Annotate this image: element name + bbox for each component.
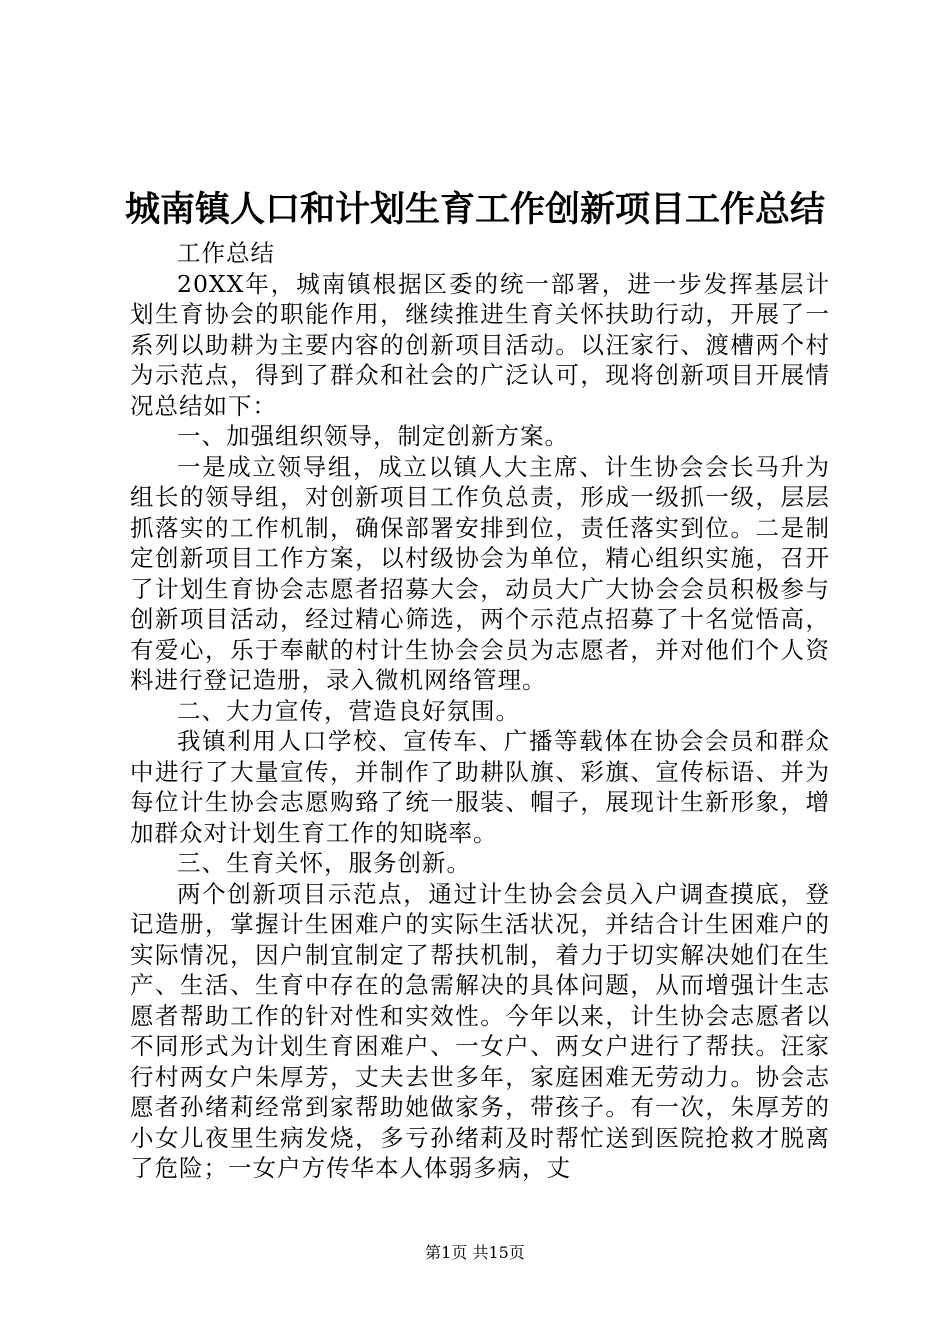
page-footer (0, 1243, 950, 1263)
document-title: 城南镇人口和计划生育工作创新项目工作总结 (124, 189, 825, 230)
paragraph-section-1: 一是成立领导组，成立以镇人大主席、计生协会会长马升为组长的领导组，对创新项目工作负总责，形成一级抓一级，层层抓落实的工作机制，确保部署安排到位，责任落实到位。二是制定创新项目工作方案，以村级协会为单位，精心组织实施，召开了计划生育协会志愿者招募大会，动员大广大协会会员积极参与创新项目活动，经过精心筛选，两个示范点招募了十名觉悟高，有爱心，乐于奉献的村计生协会会员为志愿者，并对他们个人资料进行登记造册，录入微机网络管理。 (130, 452, 830, 694)
paragraph-section-2: 我镇利用人口学校、宣传车、广播等载体在协会会员和群众中进行了大量宣传，并制作了助耕队旗、彩旗、宣传标语、并为每位计生协会志愿购臵了统一服装、帽子，展现计生新形象，增加群众对计划生育工作的知晓率。 (130, 727, 830, 847)
page-number: 第1页 共15页 (425, 1243, 525, 1262)
paragraph-section-3: 两个创新项目示范点，通过计生协会会员入户调查摸底，登记造册，掌握计生困难户的实际生活状况，并结合计生困难户的实际情况，因户制宜制定了帮扶机制，着力于切实解决她们在生产、生活、生育中存在的急需解决的具体问题，从而增强计生志愿者帮助工作的针对性和实效性。今年以来，计生协会志愿者以不同形式为计划生育困难户、一女户、两女户进行了帮扶。汪家行村两女户朱厚芳，丈夫去世多年，家庭困难无劳动力。协会志愿者孙绪莉经常到家帮助她做家务，带孩子。有一次，朱厚芳的小女儿夜里生病发烧，多亏孙绪莉及时帮忙送到医院抢救才脱离了危险；一女户方传华本人体弱多病，丈 (130, 879, 830, 1182)
document-body (130, 238, 830, 1184)
section-heading-1: 一、加强组织领导，制定创新方案。 (177, 422, 569, 450)
section-heading-2: 二、大力宣传，营造良好氛围。 (177, 696, 520, 725)
paragraph-intro: 20XX年，城南镇根据区委的统一部署，进一步发挥基层计划生育协会的职能作用，继续推进生育关怀扶助行动，开展了一系列以助耕为主要内容的创新项目活动。以汪家行、渡槽两个村为示范点，得到了群众和社会的广泛认可，现将创新项目开展情况总结如下： (130, 269, 830, 420)
section-heading-3: 三、生育关怀，服务创新。 (177, 849, 471, 877)
paragraph-subtitle: 工作总结 (177, 239, 275, 267)
